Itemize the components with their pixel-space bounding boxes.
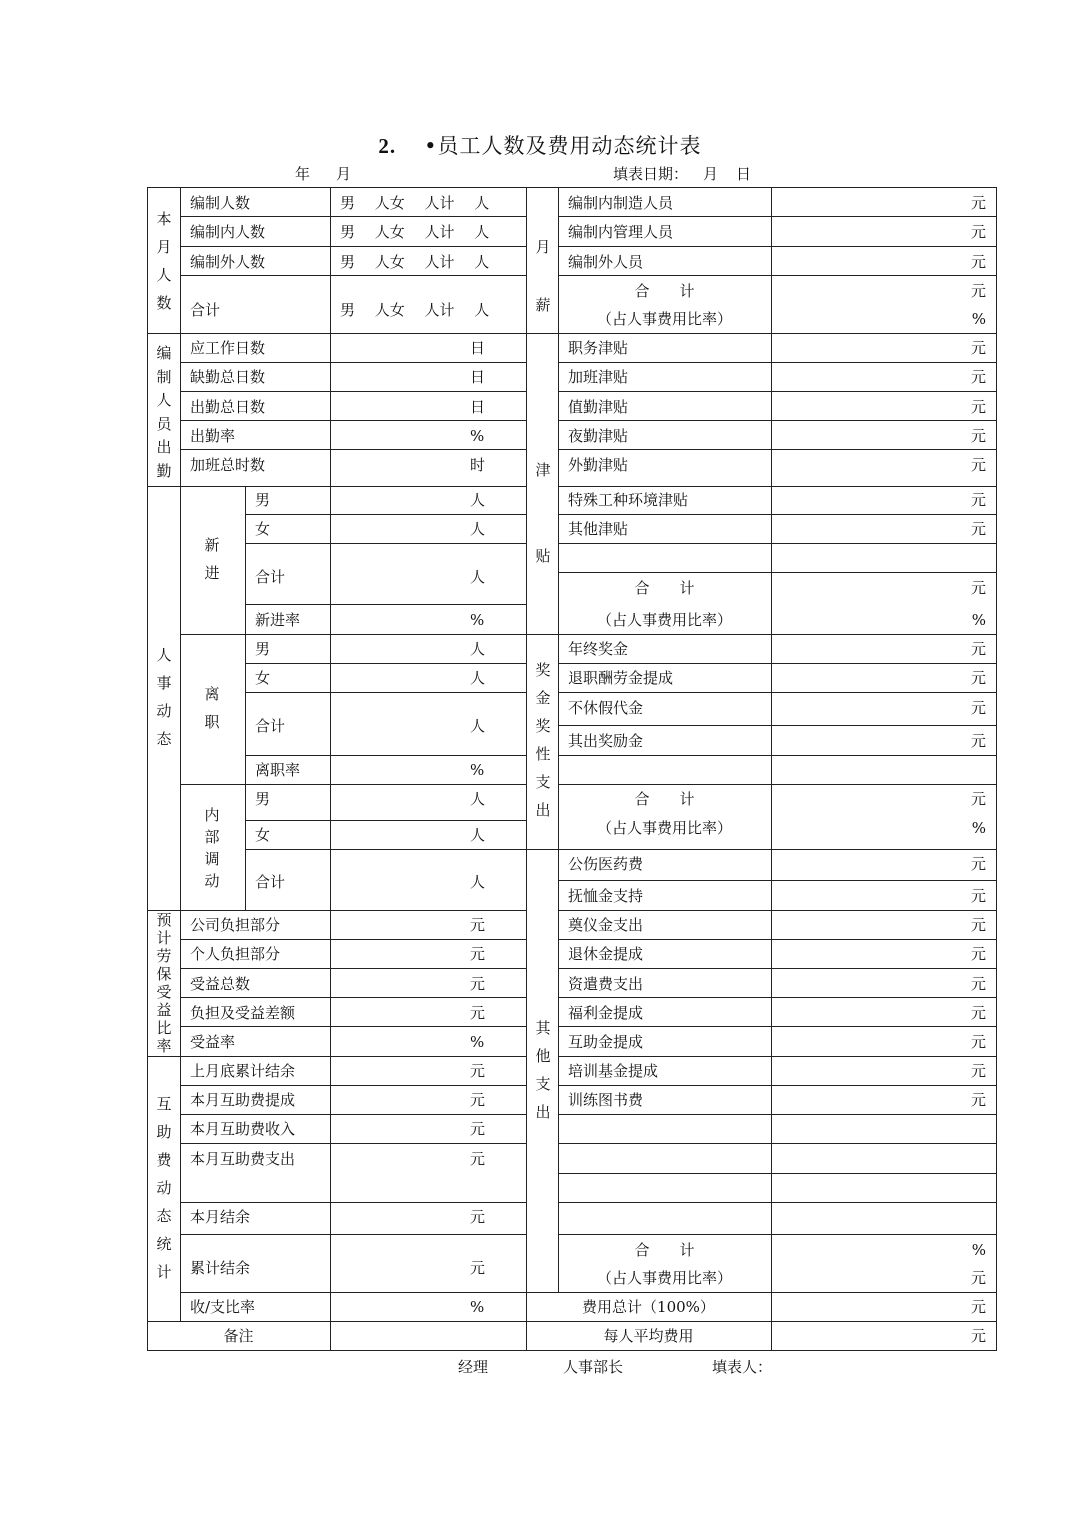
row-label: 女: [255, 826, 271, 844]
row-label: 资遣费支出: [568, 975, 644, 993]
unit: 人: [470, 717, 486, 735]
vertical-char: 员: [156, 414, 172, 433]
group-label-headcount: [154, 205, 174, 317]
row-label: 公司负担部分: [190, 916, 281, 934]
vertical-char: 金: [535, 689, 551, 707]
vertical-char: 月: [535, 238, 551, 256]
vertical-char: 性: [535, 745, 551, 763]
vertical-char: 部: [204, 828, 220, 846]
unit: 元: [970, 282, 986, 300]
vertical-char: 勤: [156, 461, 172, 480]
row-label: 抚恤金支持: [568, 887, 644, 905]
unit: 元: [970, 975, 986, 993]
vertical-char: 新: [204, 536, 220, 554]
row-label: 奠仪金支出: [568, 916, 644, 934]
vertical-char: 预: [156, 911, 172, 929]
row-label: 退职酬劳金提成: [568, 669, 674, 687]
vertical-char: 支: [535, 773, 551, 791]
vertical-char: 动: [156, 702, 172, 720]
vertical-char: 制: [156, 367, 172, 386]
row-label-remark: 备注: [223, 1327, 254, 1345]
unit: 元: [970, 520, 986, 538]
row-label: 个人负担部分: [190, 945, 281, 963]
vertical-char: 益: [156, 1001, 172, 1019]
unit: %: [971, 1241, 986, 1259]
row-label-share: （占人事费用比率）: [596, 1269, 732, 1287]
unit: 元: [470, 1259, 486, 1277]
row-label: 互助金提成: [568, 1033, 644, 1051]
row-label-share: （占人事费用比率）: [596, 819, 732, 837]
unit: 元: [470, 945, 486, 963]
row-label-sum: 合 计: [634, 282, 695, 300]
vertical-char: 比: [156, 1019, 172, 1037]
vertical-char: 内: [204, 806, 220, 824]
header-fd-day: 日: [736, 165, 752, 183]
unit: 元: [470, 1120, 486, 1138]
unit: 元: [970, 253, 986, 271]
row-label: 女: [255, 669, 271, 687]
unit: 元: [970, 194, 986, 212]
unit: 人: [470, 568, 486, 586]
gender-count: 男 人女 人计 人: [340, 253, 490, 271]
unit: %: [971, 310, 986, 328]
unit: 元: [970, 945, 986, 963]
vertical-char: 互: [156, 1095, 172, 1113]
row-label: 本月结余: [190, 1208, 251, 1226]
vertical-char: 动: [156, 1179, 172, 1197]
unit: %: [470, 1298, 485, 1316]
unit: 元: [970, 1062, 986, 1080]
unit: 日: [470, 368, 486, 386]
row-label: 本月互助费支出: [190, 1150, 296, 1168]
group-label-mutual: [154, 1090, 174, 1286]
header-year: 年: [295, 165, 311, 183]
gender-count: 男 人女 人计 人: [340, 223, 490, 241]
row-label: 公伤医药费: [568, 855, 644, 873]
row-label: 受益总数: [190, 975, 251, 993]
row-label: 缺勤总日数: [190, 368, 266, 386]
row-label: 编制外人员: [568, 253, 644, 271]
vertical-char: 费: [156, 1151, 172, 1169]
header-fd-month: 月: [703, 165, 719, 183]
row-label: 值勤津贴: [568, 398, 629, 416]
row-label-sum: 合 计: [634, 1241, 695, 1259]
unit: 元: [970, 427, 986, 445]
group-label-allowance: [533, 427, 553, 599]
row-label: 其出奖励金: [568, 732, 644, 750]
vertical-char: 劳: [156, 947, 172, 965]
unit: %: [971, 611, 986, 629]
unit: 时: [470, 456, 486, 474]
footer-manager: 经理: [458, 1358, 489, 1376]
vertical-char: 其: [535, 1019, 551, 1037]
group-label-other: [533, 1014, 553, 1126]
row-label-share: （占人事费用比率）: [596, 310, 732, 328]
vertical-char: 人: [156, 391, 172, 409]
unit: 元: [970, 1327, 986, 1345]
row-label: 不休假代金: [568, 699, 644, 717]
unit: 元: [470, 916, 486, 934]
unit: 元: [970, 732, 986, 750]
header-month: 月: [336, 165, 352, 183]
unit: %: [971, 819, 986, 837]
row-label: 合计: [190, 301, 221, 319]
row-label-share: （占人事费用比率）: [596, 611, 732, 629]
row-label-sum: 合 计: [634, 790, 695, 808]
vertical-char: 受: [156, 983, 172, 1001]
header-fill-date: 填表日期：: [613, 165, 689, 183]
vertical-char: 支: [535, 1075, 551, 1093]
row-label: 累计结余: [190, 1259, 251, 1277]
row-label: 年终奖金: [568, 640, 629, 658]
row-label: 合计: [255, 873, 286, 891]
vertical-char: 出: [535, 801, 551, 819]
unit: 日: [470, 339, 486, 357]
row-label: 夜勤津贴: [568, 427, 629, 445]
vertical-char: 薪: [535, 296, 551, 314]
vertical-char: 数: [156, 294, 172, 312]
unit: 元: [470, 1208, 486, 1226]
row-label: 出勤总日数: [190, 398, 266, 416]
gender-count: 男 人女 人计 人: [340, 194, 490, 212]
unit: 元: [970, 398, 986, 416]
footer-hr: 人事部长: [563, 1358, 624, 1376]
unit: 元: [970, 456, 986, 474]
row-label: 编制内人数: [190, 223, 266, 241]
gender-count: 男 人女 人计 人: [340, 301, 490, 319]
group-label-bonus: [533, 656, 553, 824]
unit: 元: [970, 1091, 986, 1109]
unit: 元: [970, 887, 986, 905]
vertical-char: 计: [156, 1263, 172, 1281]
unit: %: [470, 611, 485, 629]
unit: 元: [470, 1004, 486, 1022]
unit: 元: [970, 579, 986, 597]
unit: 元: [470, 1150, 486, 1168]
row-label: 加班总时数: [190, 456, 266, 474]
vertical-char: 他: [535, 1047, 551, 1065]
unit: 人: [470, 826, 486, 844]
unit: 日: [470, 398, 486, 416]
vertical-char: 出: [156, 438, 172, 456]
row-label: 上月底累计结余: [190, 1062, 296, 1080]
unit: 元: [970, 669, 986, 687]
vertical-char: 人: [156, 646, 172, 664]
row-label-ratio: 收/支比率: [190, 1298, 256, 1316]
row-label: 本月互助费收入: [190, 1120, 296, 1138]
vertical-char: 动: [204, 872, 220, 890]
unit: %: [470, 761, 485, 779]
row-label: 男: [255, 640, 271, 658]
row-label: 福利金提成: [568, 1004, 644, 1022]
row-label: 外勤津贴: [568, 456, 629, 474]
row-label: 男: [255, 790, 271, 808]
row-label: 退休金提成: [568, 945, 644, 963]
row-label: 编制外人数: [190, 253, 266, 271]
vertical-char: 态: [156, 1207, 172, 1225]
unit: 元: [970, 640, 986, 658]
row-label: 受益率: [190, 1033, 236, 1051]
vertical-char: 编: [156, 344, 172, 362]
row-label: 离职率: [255, 761, 301, 779]
vertical-char: 离: [204, 685, 220, 703]
row-label: 编制内管理人员: [568, 223, 674, 241]
unit: 元: [970, 1033, 986, 1051]
row-label: 女: [255, 520, 271, 538]
vertical-char: 出: [535, 1103, 551, 1121]
group-label-insurance: [154, 911, 174, 1055]
row-label: 职务津贴: [568, 339, 629, 357]
unit: %: [470, 1033, 485, 1051]
row-label: 特殊工种环境津贴: [568, 491, 689, 509]
unit: 元: [970, 916, 986, 934]
vertical-char: 计: [156, 929, 172, 947]
row-label: 其他津贴: [568, 520, 629, 538]
footer-filler: 填表人：: [712, 1358, 773, 1376]
vertical-char: 奖: [535, 661, 551, 679]
unit: 元: [970, 1004, 986, 1022]
row-label: 编制内制造人员: [568, 194, 674, 212]
row-label: 合计: [255, 717, 286, 735]
unit: 元: [970, 699, 986, 717]
row-label-avg-cost: 每人平均费用: [603, 1327, 694, 1345]
unit: 元: [970, 339, 986, 357]
row-label: 培训基金提成: [568, 1062, 659, 1080]
unit: 元: [970, 1269, 986, 1287]
vertical-char: 职: [204, 713, 220, 731]
unit: 人: [470, 640, 486, 658]
row-label: 合计: [255, 568, 286, 586]
unit: 人: [470, 520, 486, 538]
page-title: 2. •员工人数及费用动态统计表: [378, 134, 702, 158]
unit: 元: [470, 975, 486, 993]
unit: 人: [470, 790, 486, 808]
vertical-char: 月: [156, 238, 172, 256]
vertical-char: 调: [204, 850, 220, 868]
unit: 元: [970, 855, 986, 873]
unit: 人: [470, 873, 486, 891]
unit: 元: [970, 491, 986, 509]
group-label-new: [202, 531, 222, 587]
unit: 元: [970, 368, 986, 386]
row-label: 出勤率: [190, 427, 236, 445]
row-label-total-cost: 费用总计（100%）: [582, 1298, 715, 1316]
group-label-leave: [202, 680, 222, 736]
vertical-char: 态: [156, 730, 172, 748]
vertical-char: 奖: [535, 717, 551, 735]
row-label: 编制人数: [190, 194, 251, 212]
row-label: 本月互助费提成: [190, 1091, 296, 1109]
vertical-char: 本: [156, 210, 172, 228]
group-label-transfer: [202, 804, 222, 892]
unit: 人: [470, 491, 486, 509]
unit: %: [470, 427, 485, 445]
vertical-char: 保: [156, 965, 172, 983]
vertical-char: 助: [156, 1123, 172, 1141]
vertical-char: 贴: [535, 547, 551, 565]
group-label-dynamics: [154, 641, 174, 753]
vertical-char: 人: [156, 266, 172, 284]
unit: 元: [970, 1298, 986, 1316]
row-label: 男: [255, 491, 271, 509]
row-label: 加班津贴: [568, 368, 629, 386]
row-label: 负担及受益差额: [190, 1004, 296, 1022]
row-label: 训练图书费: [568, 1091, 644, 1109]
unit: 元: [970, 790, 986, 808]
row-label: 新进率: [255, 611, 301, 629]
row-label-sum: 合 计: [634, 579, 695, 597]
unit: 人: [470, 669, 486, 687]
unit: 元: [470, 1091, 486, 1109]
vertical-char: 津: [535, 461, 551, 479]
group-label-attendance: [154, 342, 174, 483]
row-label: 应工作日数: [190, 339, 266, 357]
vertical-char: 进: [204, 564, 220, 582]
unit: 元: [470, 1062, 486, 1080]
vertical-char: 事: [156, 674, 172, 692]
unit: 元: [970, 223, 986, 241]
vertical-char: 率: [156, 1037, 172, 1055]
vertical-char: 统: [156, 1235, 172, 1253]
group-label-salary: [533, 218, 553, 334]
